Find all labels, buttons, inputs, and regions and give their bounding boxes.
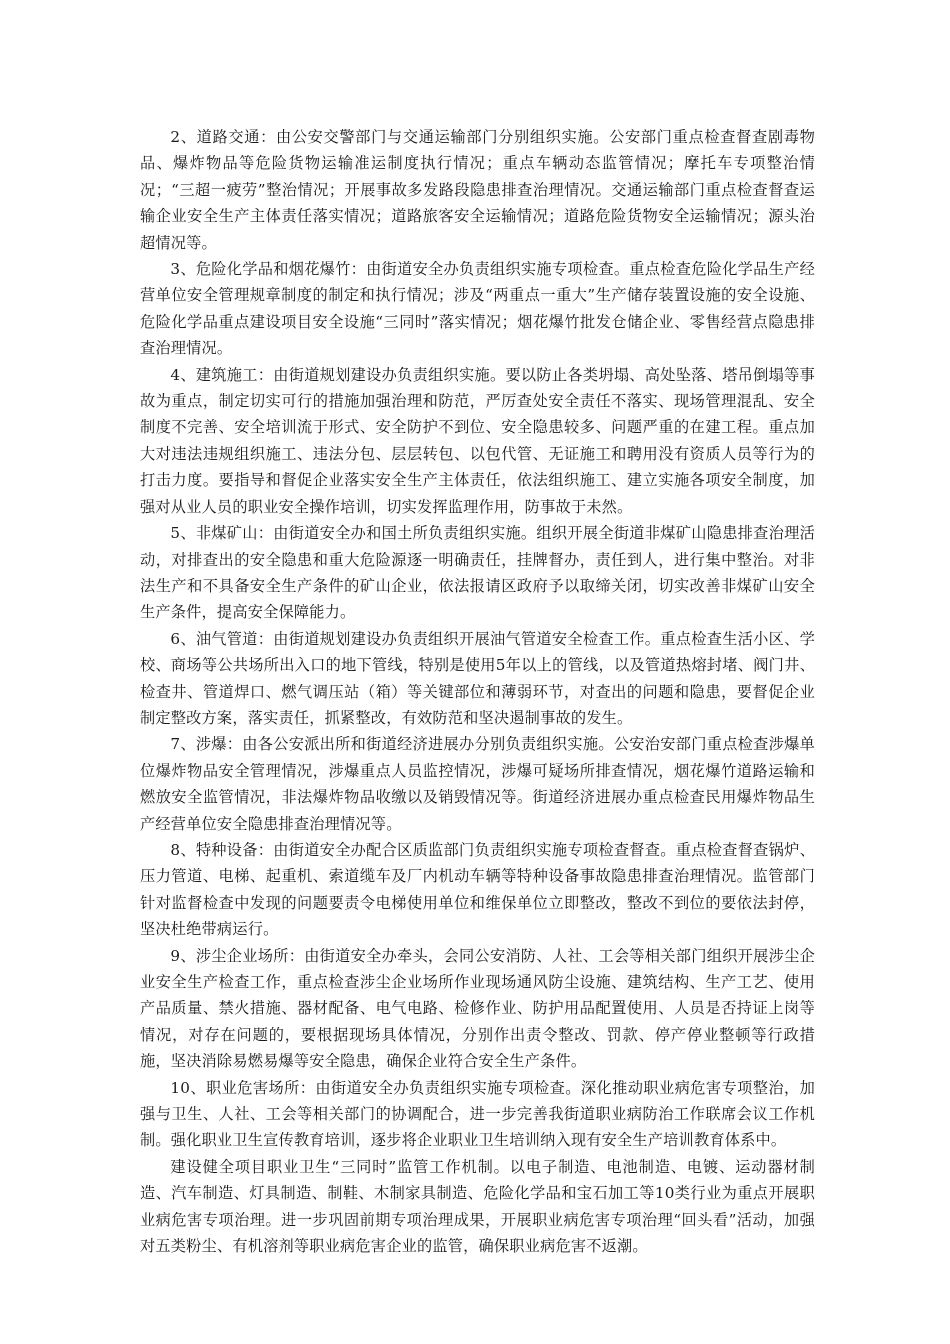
paragraph-dust-enterprises: 9、涉尘企业场所：由街道安全办牵头，会同公安消防、人社、工会等相关部门组织开展涉尘企业安全生产检查工作，重点检查涉尘企业场所作业现场通风防尘设施、建筑结构、生产工艺、使用产品质量、禁火措施、器材配备、电气电路、检修作业、防护用品配置使用、人员是否持证上岗等情况，对存在问题的，要根据现场具体情况，分别作出责令整改、罚款、停产停业整顿等行政措施，坚决消除易燃易爆等安全隐患，确保企业符合安全生产条件。	[140, 946, 815, 1071]
paragraph-three-simultaneous: 建设健全项目职业卫生“三同时”监管工作机制。以电子制造、电池制造、电镀、运动器材制造、汽车制造、灯具制造、制鞋、木制家具制造、危险化学品和宝石加工等10类行业为重点开展职业病危害专项治理。进一步巩固前期专项治理成果，开展职业病危害专项治理“回头看”活动，加强对五类粉尘、有机溶剂等职业病危害企业的监管，确保职业病危害不返潮。	[140, 1157, 815, 1256]
paragraph-explosives: 7、涉爆：由各公安派出所和街道经济进展办分别负责组织实施。公安治安部门重点检查涉爆单位爆炸物品安全管理情况，涉爆重点人员监控情况，涉爆可疑场所排查情况，烟花爆竹道路运输和燃放安全监管情况，非法爆炸物品收缴以及销毁情况等。街道经济进展办重点检查民用爆炸物品生产经营单位安全隐患排查治理情况等。	[140, 735, 815, 833]
paragraph-oil-gas-pipelines: 6、油气管道：由街道规划建设办负责组织开展油气管道安全检查工作。重点检查生活小区、学校、商场等公共场所出入口的地下管线，特别是使用5年以上的管线，以及管道热熔封堵、阀门井、检查井、管道焊口、燃气调压站（箱）等关键部位和薄弱环节，对查出的问题和隐患，要督促企业制定整改方案，落实责任，抓紧整改，有效防范和坚决遏制事故的发生。	[140, 629, 815, 727]
paragraph-special-equipment: 8、特种设备：由街道安全办配合区质监部门负责组织实施专项检查督查。重点检查督查锅炉、压力管道、电梯、起重机、索道缆车及厂内机动车辆等特种设备事故隐患排查治理情况。监管部门针对监督检查中发现的问题要责令电梯使用单位和维保单位立即整改，整改不到位的要依法封停，坚决杜绝带病运行。	[140, 840, 815, 939]
paragraph-construction: 4、建筑施工：由街道规划建设办负责组织实施。要以防止各类坍塌、高处坠落、塔吊倒塌等事故为重点，制定切实可行的措施加强治理和防范，严厉查处安全责任不落实、现场管理混乱、安全制度不完善、安全培训流于形式、安全防护不到位、安全隐患较多、问题严重的在建工程。重点加大对违法违规组织施工、违法分包、层层转包、以包代管、无证施工和聘用没有资质人员等行为的打击力度。要指导和督促企业落实安全生产主体责任，依法组织施工、建立实施各项安全制度，加强对从业人员的职业安全操作培训，切实发挥监理作用，防事故于未然。	[140, 365, 815, 516]
paragraph-road-traffic: 2、道路交通：由公安交警部门与交通运输部门分别组织实施。公安部门重点检查督查剧毒物品、爆炸物品等危险货物运输准运制度执行情况；重点车辆动态监管情况；摩托车专项整治情况；“三超一疲劳”整治情况；开展事故多发路段隐患排查治理情况。交通运输部门重点检查督查运输企业安全生产主体责任落实情况；道路旅客安全运输情况；道路危险货物安全运输情况；源头治超情况等。	[140, 128, 815, 252]
paragraph-non-coal-mines: 5、非煤矿山：由街道安全办和国土所负责组织实施。组织开展全街道非煤矿山隐患排查治理活动，对排查出的安全隐患和重大危险源逐一明确责任，挂牌督办，责任到人，进行集中整治。对非法生产和不具备安全生产条件的矿山企业，依法报请区政府予以取缔关闭，切实改善非煤矿山安全生产条件，提高安全保障能力。	[140, 524, 815, 622]
paragraph-occupational-hazards: 10、职业危害场所：由街道安全办负责组织实施专项检查。深化推动职业病危害专项整治，加强与卫生、人社、工会等相关部门的协调配合，进一步完善我街道职业病防治工作联席会议工作机制。强化职业卫生宣传教育培训，逐步将企业职业卫生培训纳入现有安全生产培训教育体系中。	[140, 1078, 815, 1150]
paragraph-hazardous-chemicals: 3、危险化学品和烟花爆竹：由街道安全办负责组织实施专项检查。重点检查危险化学品生产经营单位安全管理规章制度的制定和执行情况；涉及“两重点一重大”生产储存装置设施的安全设施、危险化学品重点建设项目安全设施“三同时”落实情况；烟花爆竹批发仓储企业、零售经营点隐患排查治理情况。	[140, 260, 815, 358]
document-page	[140, 124, 815, 1259]
